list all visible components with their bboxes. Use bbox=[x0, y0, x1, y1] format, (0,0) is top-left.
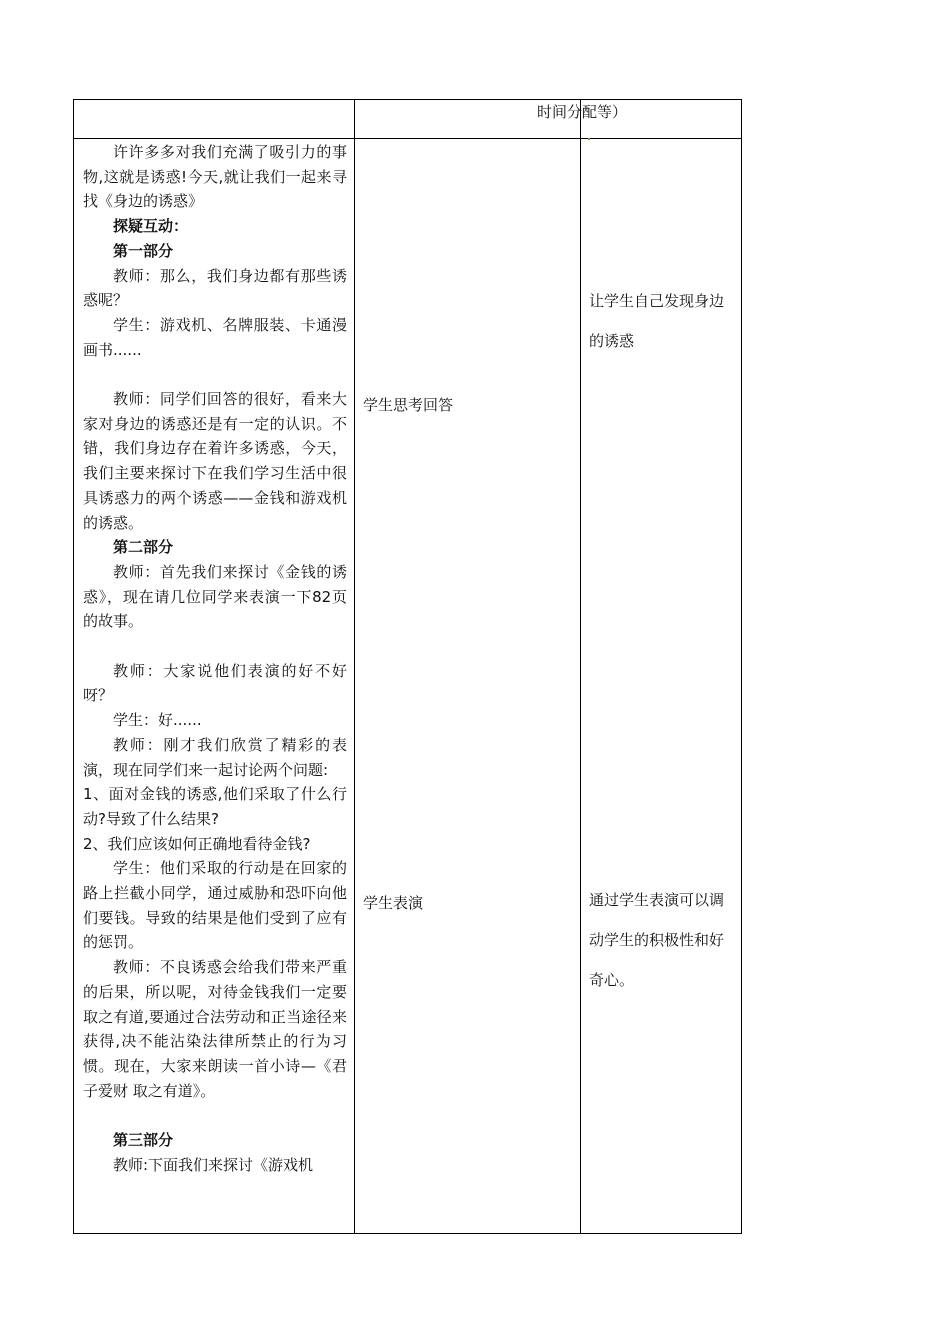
margin-mark bbox=[588, 138, 590, 140]
dialogue-paragraph: 学生：好...... bbox=[113, 711, 202, 730]
dialogue-paragraph: 教师：大家说他们表演的好不好呀？ bbox=[83, 661, 347, 705]
blank-line bbox=[83, 1103, 347, 1128]
dialogue-paragraph: 教师：那么，我们身边都有那些诱惑呢？ bbox=[83, 266, 347, 310]
teaching-process-cell bbox=[83, 140, 347, 1177]
blank-line bbox=[83, 634, 347, 659]
design-intent-2: 通过学生表演可以调动学生的积极性和好奇心。 bbox=[589, 891, 725, 989]
section-heading: 第二部分 bbox=[113, 538, 174, 557]
section-heading: 第一部分 bbox=[113, 241, 174, 260]
section-heading: 探疑互动： bbox=[113, 217, 189, 236]
dialogue-paragraph: 教师：同学们回答的很好，看来大家对身边的诱惑还是有一定的认识。不错，我们身边存在着许多诱惑，今天，我们主要来探讨下在我们学习生活中很具诱惑力的两个诱惑——金钱和游戏机的诱惑。 bbox=[83, 390, 347, 532]
column-divider bbox=[354, 100, 355, 1233]
lesson-plan-table bbox=[73, 99, 742, 1234]
dialogue-paragraph: 许许多多对我们充满了吸引力的事物,这就是诱惑!今天,就让我们一起来寻找《身边的诱惑》 bbox=[83, 143, 347, 211]
dialogue-paragraph: 教师：刚才我们欣赏了精彩的表演，现在同学们来一起讨论两个问题: bbox=[83, 735, 347, 779]
dialogue-paragraph: 学生：他们采取的行动是在回家的路上拦截小同学，通过威胁和恐吓向他们要钱。导致的结果是他们受到了应有的惩罚。 bbox=[83, 859, 347, 952]
blank-line bbox=[83, 362, 347, 387]
header-time-allocation: 时间分配等） bbox=[537, 103, 628, 121]
section-heading: 第三部分 bbox=[113, 1131, 174, 1150]
dialogue-paragraph: 教师：不良诱惑会给我们带来严重的后果，所以呢，对待金钱我们一定要取之有道,要通过合法劳动和正当途径来获得,决不能沾染法律所禁止的行为习惯。现在，大家来朗读一首小诗—《君子爱财 取之有道》。 bbox=[83, 958, 347, 1100]
student-activity-2: 学生表演 bbox=[363, 894, 424, 912]
dialogue-paragraph: 2、我们应该如何正确地看待金钱? bbox=[83, 834, 311, 853]
header-row-divider bbox=[74, 138, 741, 139]
student-activity-1: 学生思考回答 bbox=[363, 396, 454, 414]
dialogue-paragraph: 1、面对金钱的诱惑,他们采取了什么行动?导致了什么结果? bbox=[83, 785, 347, 828]
dialogue-paragraph: 教师：首先我们来探讨《金钱的诱惑》，现在请几位同学来表演一下82页的故事。 bbox=[83, 562, 347, 631]
dialogue-paragraph: 教师:下面我们来探讨《游戏机 bbox=[113, 1155, 314, 1174]
column-divider bbox=[580, 100, 581, 1233]
dialogue-paragraph: 学生：游戏机、名牌服装、卡通漫画书...... bbox=[83, 315, 347, 359]
design-intent-1: 让学生自己发现身边的诱惑 bbox=[589, 292, 725, 350]
